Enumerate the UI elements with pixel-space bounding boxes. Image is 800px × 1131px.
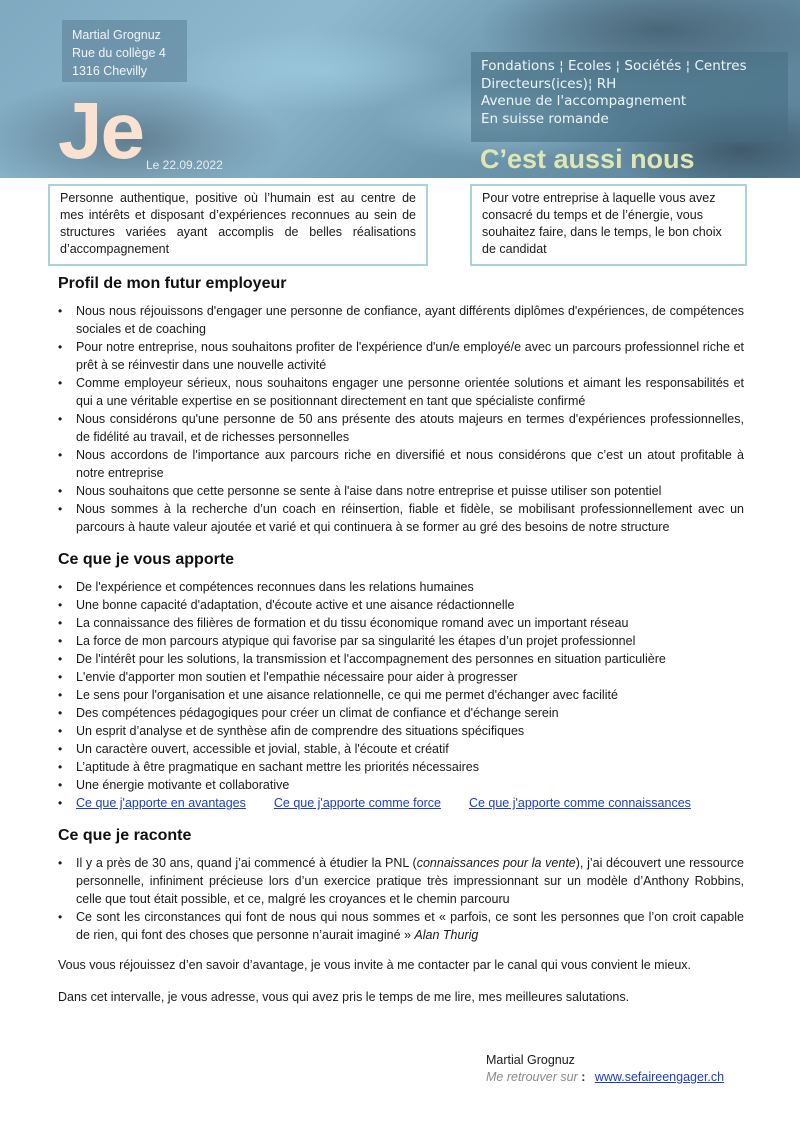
list-item: • La force de mon parcours atypique qui favorise par sa singularité les étapes d’un projet professionnel [58, 634, 636, 648]
header-banner [0, 0, 800, 178]
list-item: • Nous considérons qu'une personne de 50 ans présente des atouts majeurs en termes d'expériences professionnelles, de fidélité au travail, et de richesses personnelles [58, 412, 744, 444]
list-item: • Nous nous réjouissons d'engager une personne de confiance, ayant différents diplômes d'expériences, de compétences sociales et de coaching [58, 304, 744, 336]
section-raconte [58, 824, 744, 944]
bullet-icon: • [58, 760, 63, 774]
link-avantages[interactable]: Ce que j'apporte en avantages [76, 796, 246, 810]
intro-box-left: Personne authentique, positive où l’humain est au centre de mes intérêts et disposant d’expériences reconnues au sein de structures variées ayant accomplis de belles réalisations d’accompagnement [48, 184, 428, 266]
website-label: Me retrouver sur [486, 1070, 578, 1084]
bullet-icon: • [58, 598, 63, 612]
sender-street: Rue du collège 4 [72, 46, 166, 60]
bullet-icon: • [58, 856, 63, 870]
sender-city: 1316 Chevilly [72, 64, 148, 78]
intro-box-right: Pour votre entreprise à laquelle vous avez consacré du temps et de l’énergie, vous souhaitez faire, dans le temps, le bon choix de candidat [470, 184, 747, 266]
bullet-icon: • [58, 724, 63, 738]
list-item: • Une bonne capacité d'adaptation, d'écoute active et une aisance rédactionnelle [58, 598, 515, 612]
bullet-list [58, 578, 744, 812]
bullet-icon: • [58, 652, 63, 666]
section-title: Ce que je raconte [58, 827, 192, 844]
list-item-links [58, 794, 744, 812]
list-item: • Il y a près de 30 ans, quand j’ai commencé à étudier la PNL (connaissances pour la vente), j’ai découvert une ressource personnelle, infiniment précieuse lors d’un exercice pratique très impressionnant sur un modèle d’Anthony Robbins, celle que tout était possible, et ce, malgré les croyances et le chemin parcouru [58, 856, 745, 906]
section-title: Profil de mon futur employeur [58, 275, 287, 292]
quote-author: Alan Thurig [414, 928, 479, 942]
bullet-icon: • [58, 502, 63, 516]
section-apporte [58, 548, 744, 812]
bullet-icon: • [58, 448, 63, 462]
bullet-list [58, 854, 744, 944]
bullet-icon: • [58, 670, 63, 684]
letter-date: Le 22.09.2022 [146, 158, 223, 172]
recipient-line-3: Avenue de l'accompagnement [481, 93, 687, 109]
list-item: • L'envie d'apporter mon soutien et l'empathie nécessaire pour aider à progresser [58, 670, 518, 684]
bullet-icon: • [58, 688, 63, 702]
bullet-icon: • [58, 616, 63, 630]
list-item: • Un esprit d’analyse et de synthèse afin de comprendre des situations spécifiques [58, 724, 525, 738]
list-item: • Nous sommes à la recherche d’un coach en réinsertion, fiable et fidèle, se mobilisant professionnellement avec un parcours à haute valeur ajoutée et varié et qui continuera à se former au gré des besoins de notre structure [58, 502, 744, 534]
bullet-icon: • [58, 910, 63, 924]
closing-paragraph-1: Vous vous réjouissez d’en savoir d’avantage, je vous invite à me contacter par le canal qui vous convient le mieux. [58, 958, 691, 972]
website-link[interactable]: www.sefaireengager.ch [594, 1070, 725, 1084]
bullet-icon: • [58, 796, 63, 810]
recipient-block [471, 52, 788, 142]
list-item: • Pour notre entreprise, nous souhaitons profiter de l'expérience d'un/e employé/e avec un parcours professionnel riche et prêt à se réinvestir dans une nouvelle activité [58, 340, 744, 372]
signature-name: Martial Grognuz [486, 1053, 575, 1067]
bullet-list [58, 302, 744, 536]
list-item: • Une énergie motivante et collaborative [58, 778, 290, 792]
list-item: • Ce sont les circonstances qui font de nous qui nous sommes et « parfois, ce sont les personnes que l’on croit capable de rien, qui font des choses que personne n’aurait imaginé » Alan Thurig [58, 910, 744, 942]
tagline: C’est aussi nous [480, 144, 695, 174]
bullet-icon: • [58, 340, 63, 354]
bullet-icon: • [58, 484, 63, 498]
list-item: • Nous souhaitons que cette personne se sente à l'aise dans notre entreprise et puisse utiliser son potentiel [58, 484, 662, 498]
list-item: • Des compétences pédagogiques pour créer un climat de confiance et d'échange serein [58, 706, 559, 720]
bullet-icon: • [58, 304, 63, 318]
list-item: • L’aptitude à être pragmatique en sachant mettre les priorités nécessaires [58, 760, 480, 774]
list-item: • La connaissance des filières de formation et du tissu économique romand avec un important réseau [58, 616, 629, 630]
recipient-line-4: En suisse romande [481, 110, 609, 127]
bullet-icon: • [58, 742, 63, 756]
bullet-icon: • [58, 412, 63, 426]
link-connaissances[interactable]: Ce que j'apporte comme connaissances [468, 796, 691, 810]
bullet-icon: • [58, 778, 63, 792]
signature-contact [486, 1069, 724, 1086]
recipient-line-2: Directeurs(ices)¦ RH [481, 75, 617, 92]
bullet-icon: • [58, 580, 63, 594]
section-title: Ce que je vous apporte [58, 551, 235, 568]
list-item: • De l'intérêt pour les solutions, la transmission et l'accompagnement des personnes en situation particulière [58, 652, 666, 666]
list-item: • Nous accordons de l'importance aux parcours riche en diversifié et nous considérons que c’est un atout profitable à notre entreprise [58, 448, 744, 480]
list-item: • Le sens pour l'organisation et une aisance relationnelle, ce qui me permet d'échanger avec facilité [58, 688, 618, 702]
bullet-icon: • [58, 376, 63, 390]
letter-body [58, 272, 744, 1020]
sender-address [62, 20, 187, 82]
bullet-icon: • [58, 706, 63, 720]
sender-name: Martial Grognuz [72, 28, 161, 42]
big-je-title: Je [58, 86, 143, 175]
signature-block [486, 1052, 724, 1086]
closing-paragraph-2: Dans cet intervalle, je vous adresse, vous qui avez pris le temps de me lire, mes meilleures salutations. [58, 990, 630, 1004]
website-colon: : [581, 1070, 586, 1084]
bullet-icon: • [58, 634, 63, 648]
section-profil [58, 272, 744, 536]
list-item: • De l'expérience et compétences reconnues dans les relations humaines [58, 580, 474, 594]
list-item: • Comme employeur sérieux, nous souhaitons engager une personne orientée solutions et aimant les responsabilités et qui a une véritable expertise en se positionnant directement en tant que spécialiste confirmé [58, 376, 744, 408]
recipient-line-1: Fondations ¦ Ecoles ¦ Sociétés ¦ Centres [481, 58, 747, 74]
link-force[interactable]: Ce que j'apporte comme force [273, 796, 441, 810]
list-item: • Un caractère ouvert, accessible et jovial, stable, à l'écoute et créatif [58, 742, 449, 756]
